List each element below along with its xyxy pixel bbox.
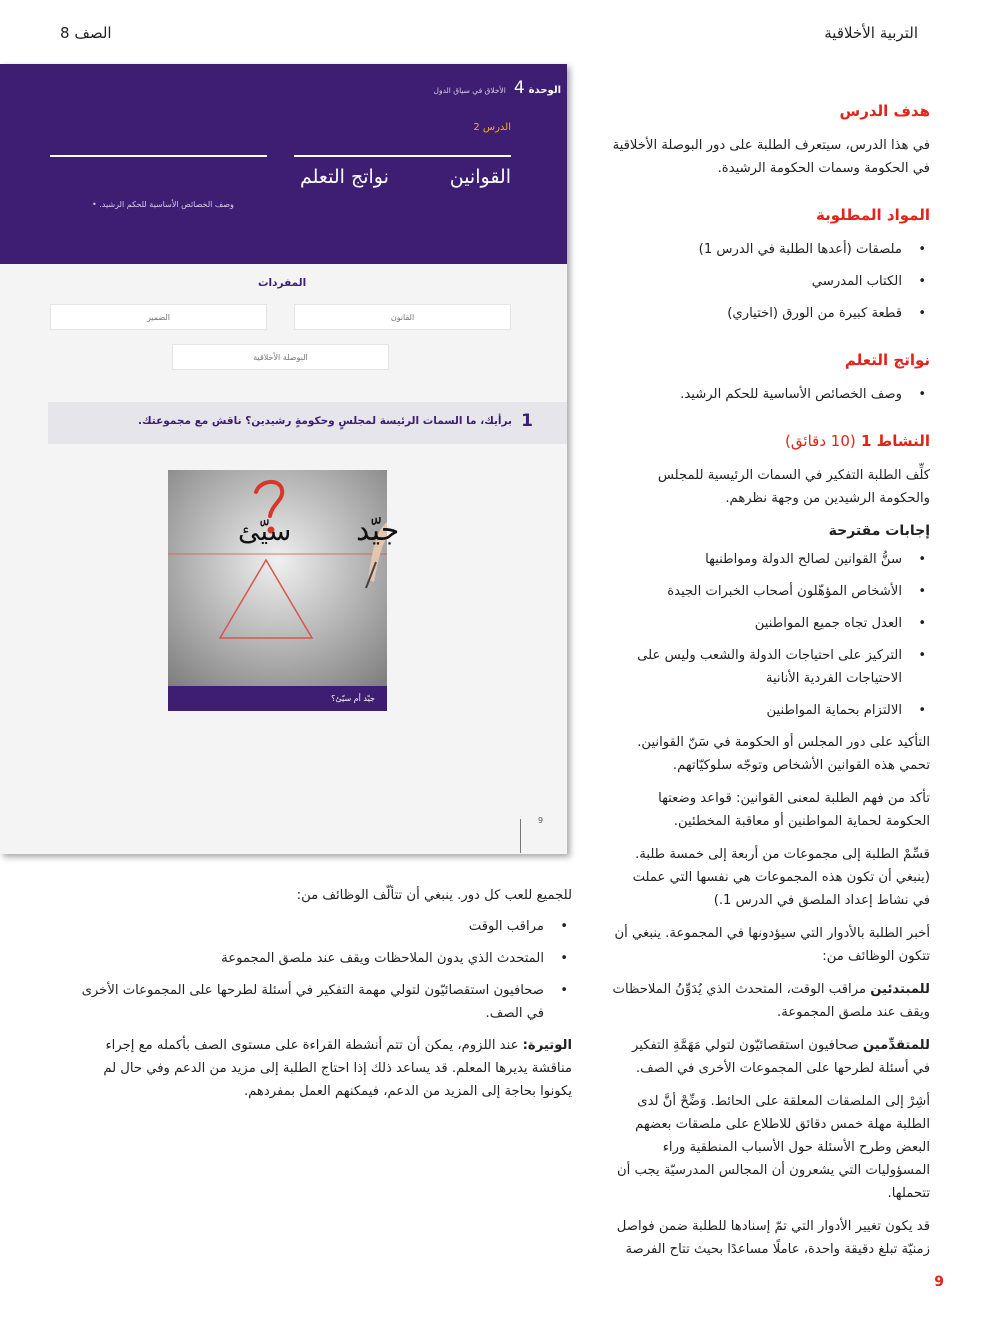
activity-section — [612, 430, 930, 1261]
unit-number: 4 — [513, 78, 525, 98]
pace-label: الوتيرة: — [522, 1038, 572, 1053]
list-item: • مراقب الوقت — [74, 915, 572, 938]
photo-illustration — [168, 470, 400, 686]
continuation-paragraph: للجميع للعب كل دور. ينبغي أن تتألّف الوظائف من: — [296, 888, 572, 903]
lesson-label: الدرس 2 — [473, 122, 511, 133]
activity-paragraph: التأكيد على دور المجلس أو الحكومة في سَنّ القوانين. تحمي هذه القوانين الأشخاص وتوجّه سلوكيّاتهم. — [637, 735, 930, 773]
divider — [50, 155, 267, 157]
activity-paragraph: تأكد من فهم الطلبة لمعنى القوانين: قواعد وضعتها الحكومة لحماية المواطنين أو معاقبة المخطئين. — [658, 791, 930, 829]
unit-subtitle: الأخلاق في سياق الدول — [433, 86, 506, 95]
activity-intro: كلِّف الطلبة التفكير في السمات الرئيسية للمجلس والحكومة الرشيدين من وجهة نظرهم. — [657, 468, 930, 506]
pace-text: عند اللزوم، يمكن أن تتم أنشطة القراءة على مستوى الصف بأكمله مع إجراء مناقشة يديرها المعلم. قد يساعد ذلك إذا احتاج الطلبة إلى مزيد من الدعم وفي حال لم يكونوا بحاجة إلى المزيد من الدعم، فيمكنهم العمل بمفردهم. — [103, 1038, 572, 1099]
list-item: • الالتزام بحماية المواطنين — [612, 699, 930, 722]
list-item: • الأشخاص المؤهّلون أصحاب الخبرات الجيدة — [612, 580, 930, 603]
pace-paragraph — [74, 1034, 572, 1103]
divider — [294, 155, 511, 157]
unit-word: الوحدة — [528, 85, 561, 96]
vocab-box: القانون — [294, 304, 511, 330]
textbook-header-band — [0, 64, 567, 264]
advanced-paragraph — [612, 1034, 930, 1080]
outcome-bullet: وصف الخصائص الأساسية للحكم الرشيد. • — [92, 200, 234, 209]
question-text: برأيك، ما السمات الرئيسة لمجلسٍ وحكومةٍ رشيدين؟ ناقش مع مجموعتك. — [138, 415, 512, 427]
activity-duration: (10 دقائق) — [785, 432, 856, 450]
lesson-goal-heading: هدف الدرس — [839, 102, 930, 120]
good-or-bad-photo — [168, 470, 400, 686]
advanced-text: صحافيون استقصائيّون لتولي مَهَمَّةِ التفكير في أسئلة لطرحها على المجموعات الأخرى في الصف. — [631, 1038, 930, 1076]
vocab-box: البوصلة الأخلاقية — [172, 344, 389, 370]
photo-caption: جيّد أم سيّئ؟ — [168, 686, 387, 711]
list-item: • صحافيون استقصائيّون لتولي مهمة التفكير في أسئلة لطرحها على المجموعات الأخرى في الصف. — [74, 979, 572, 1025]
beginners-text: مراقب الوقت، المتحدث الذي يُدَوِّنُ الملاحظات ويقف عند ملصق المجموعة. — [612, 982, 930, 1020]
activity-title: النشاط 1 — [860, 432, 930, 450]
list-item: • وصف الخصائص الأساسية للحكم الرشيد. — [612, 383, 930, 406]
lesson-title: القوانين — [449, 166, 511, 188]
outcomes-title: نواتج التعلم — [300, 166, 389, 188]
divider — [520, 819, 521, 853]
activity-paragraph: قد يكون تغيير الأدوار التي تمّ إسنادها للطلبة ضمن فواصل زمنيّة تبلغ دقيقة واحدة، عاملًا مساعدًا بحيث تتاح الفرصة — [616, 1219, 930, 1257]
roles-list — [74, 915, 572, 1025]
bad-word: سيّئ — [238, 516, 292, 547]
outcomes-list — [612, 383, 930, 406]
page-number: 9 — [934, 1274, 944, 1290]
teacher-notes-column — [612, 100, 930, 1271]
list-item: • المتحدث الذي يدون الملاحظات ويقف عند ملصق المجموعة — [74, 947, 572, 970]
activity-heading — [612, 430, 930, 452]
activity-paragraph: أخبر الطلبة بالأدوار التي سيؤدونها في المجموعة. ينبغي أن تتكون الوظائف من: — [614, 926, 930, 964]
suggested-answers-list — [612, 548, 930, 722]
textbook-page-preview — [0, 64, 567, 854]
lesson-goal-text: في هذا الدرس، سيتعرف الطلبة على دور البوصلة الأخلاقية في الحكومة وسمات الحكومة الرشيدة. — [612, 138, 930, 176]
list-item: • قطعة كبيرة من الورق (اختياري) — [612, 302, 930, 325]
materials-list — [612, 238, 930, 325]
activity-paragraph: قسِّمْ الطلبة إلى مجموعات من أربعة إلى خمسة طلبة. (ينبغي أن تكون هذه المجموعات هي نفسها التي عملت في نشاط إعداد الملصق في الدرس 1.) — [632, 847, 930, 908]
beginners-paragraph — [612, 978, 930, 1024]
list-item: • ملصقات (أعدها الطلبة في الدرس 1) — [612, 238, 930, 261]
list-item: • الكتاب المدرسي — [612, 270, 930, 293]
list-item: • العدل تجاه جميع المواطنين — [612, 612, 930, 635]
advanced-label: للمتقدِّمين — [862, 1038, 930, 1053]
question-number: 1 — [521, 411, 533, 431]
beginners-label: للمبتدئين — [870, 982, 930, 997]
materials-heading: المواد المطلوبة — [816, 206, 930, 224]
subject-title: التربية الأخلاقية — [824, 24, 918, 42]
vocabulary-heading: المفردات — [258, 277, 307, 289]
outcomes-heading: نواتج التعلم — [844, 351, 930, 369]
list-item: • سنُّ القوانين لصالح الدولة ومواطنيها — [612, 548, 930, 571]
materials-section — [612, 204, 930, 325]
list-item: • التركيز على احتياجات الدولة والشعب وليس على الاحتياجات الفردية الأنانية — [612, 644, 930, 690]
activity-paragraph: أشِرْ إلى الملصقات المعلقة على الحائط. وَضِّحْ أنَّ لدى الطلبة مهلة خمس دقائق للاطلاع على ملصقات بعضهم البعض وطرح الأسئلة حول الأسباب المنطقية وراء المسؤوليات التي يشعرون أن المجالس المدرسيّة يجب أن تتحملها. — [617, 1094, 930, 1201]
textbook-page-number: 9 — [538, 816, 544, 825]
suggested-answers-heading: إجابات مقترحة — [828, 523, 930, 539]
good-word: جيّد — [356, 513, 400, 548]
unit-label — [434, 78, 561, 98]
vocab-box: الضمير — [50, 304, 267, 330]
question-row — [48, 402, 567, 444]
lesson-goal-section — [612, 100, 930, 180]
grade-label: الصف 8 — [60, 24, 112, 42]
continuation-column — [74, 884, 572, 1111]
outcomes-section — [612, 349, 930, 406]
